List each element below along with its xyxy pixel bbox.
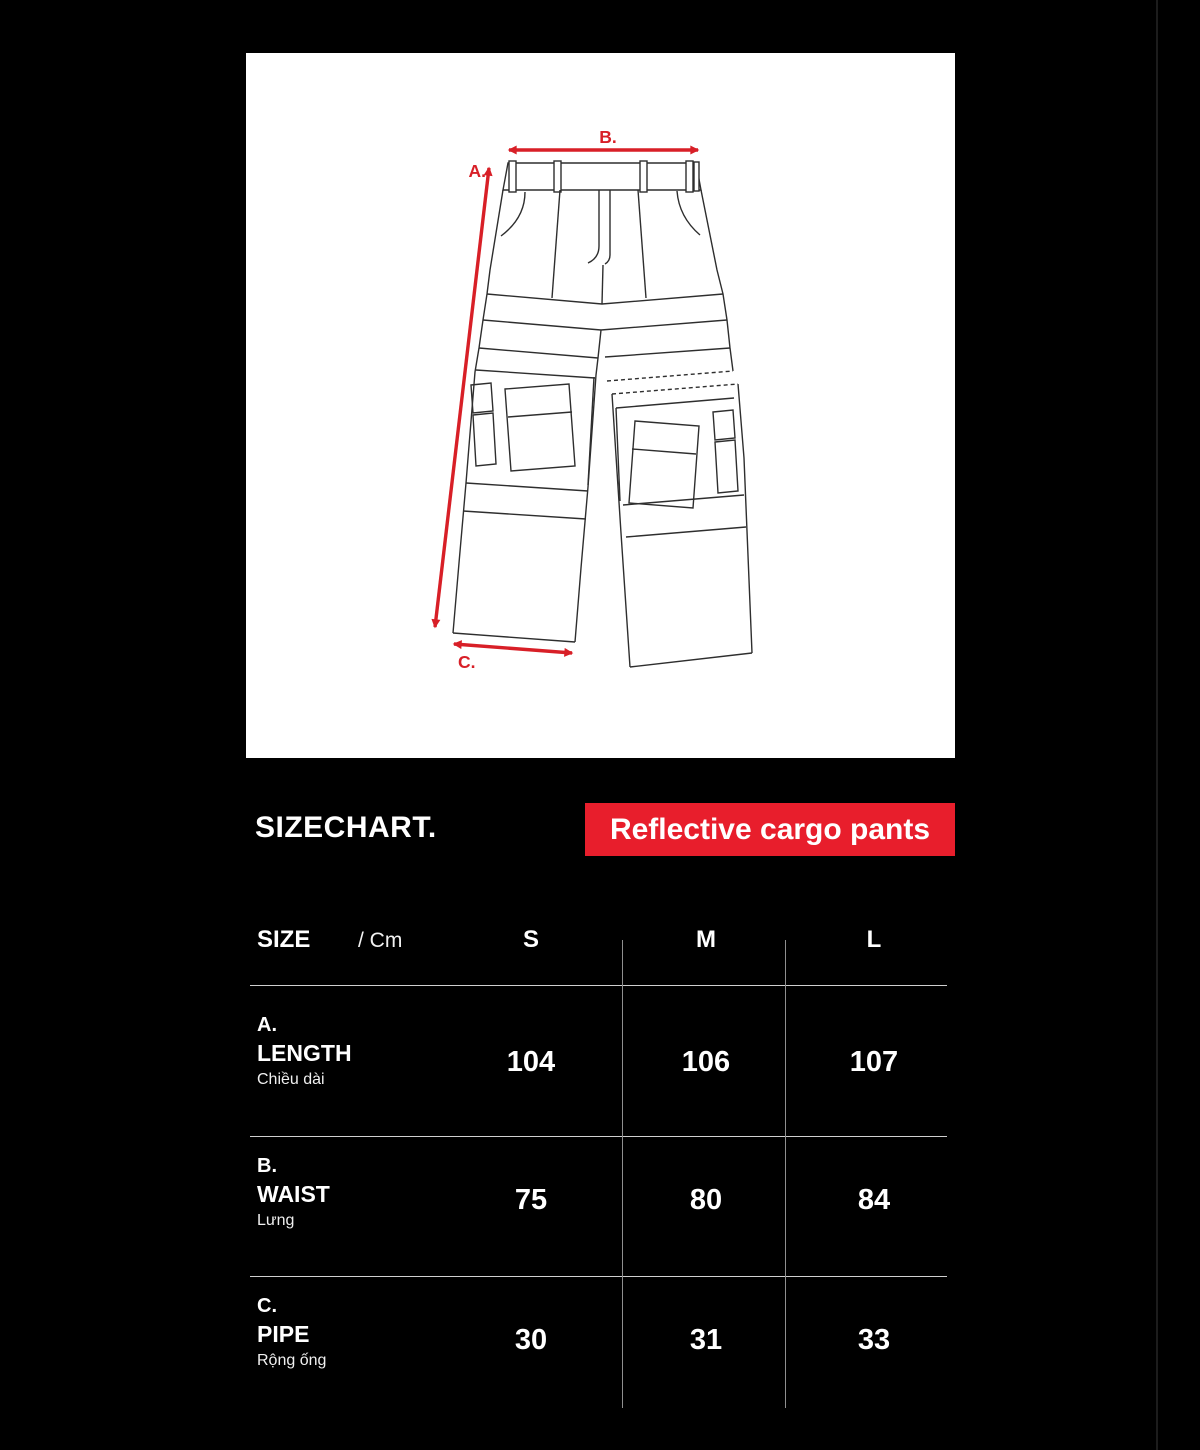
value-waist-m: 80	[689, 1184, 723, 1216]
value-length-m: 106	[681, 1046, 731, 1078]
page-title: SIZECHART.	[255, 811, 437, 844]
label-a: A.	[468, 161, 486, 181]
value-length-s: 104	[506, 1046, 556, 1078]
row-divider	[250, 1136, 947, 1137]
column-header-m: M	[696, 926, 716, 953]
measurement-arrows	[435, 150, 698, 653]
column-header-s: S	[522, 926, 540, 953]
row-divider	[250, 1276, 947, 1277]
row-label-waist: B. WAIST Lưng	[257, 1155, 330, 1229]
row-divider	[250, 985, 947, 986]
value-length-l: 107	[849, 1046, 899, 1078]
arrow-a	[435, 168, 489, 627]
column-divider	[622, 940, 623, 1408]
value-waist-l: 84	[857, 1184, 891, 1216]
unit-label: / Cm	[358, 929, 403, 952]
row-label-pipe: C. PIPE Rộng ống	[257, 1295, 327, 1369]
column-header-l: L	[866, 926, 882, 953]
row-label-length: A. LENGTH Chiều dài	[257, 1014, 352, 1088]
pants-diagram-panel	[246, 53, 955, 758]
value-pipe-s: 30	[514, 1324, 548, 1356]
product-badge: Reflective cargo pants	[585, 803, 955, 856]
value-waist-s: 75	[514, 1184, 548, 1216]
size-header-label: SIZE	[257, 926, 311, 953]
label-b: B.	[599, 127, 617, 147]
value-pipe-m: 31	[689, 1324, 723, 1356]
page-edge-divider	[1156, 0, 1158, 1450]
column-divider	[785, 940, 786, 1408]
label-c: C.	[458, 652, 476, 672]
value-pipe-l: 33	[857, 1324, 891, 1356]
pants-diagram	[246, 53, 955, 758]
pants-outline	[453, 161, 752, 667]
